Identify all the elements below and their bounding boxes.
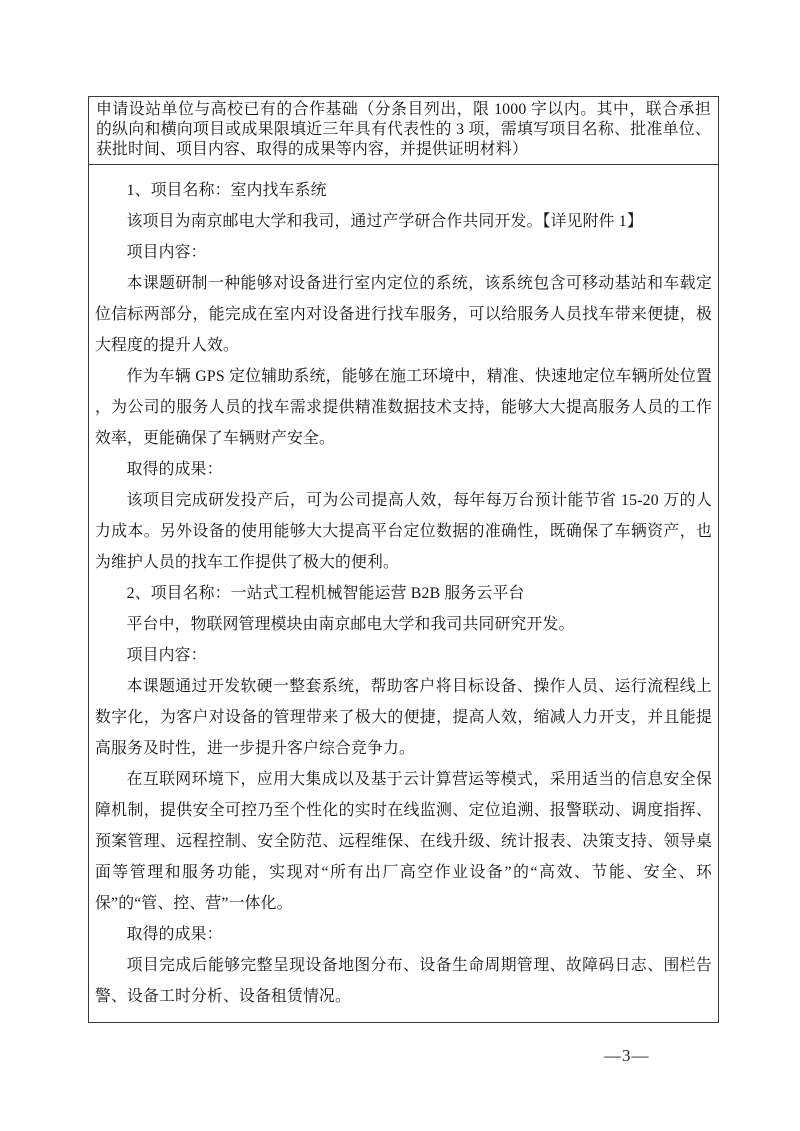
- project-1-results-label: 取得的成果：: [126, 461, 223, 478]
- project-2-results-label: 取得的成果：: [126, 926, 223, 943]
- project-2-partner: 平台中，物联网管理模块由南京邮电大学和我司共同研究开发。: [126, 616, 575, 633]
- project-1-name: 1、项目名称：室内找车系统: [126, 182, 327, 199]
- project-1-partner: 该项目为南京邮电大学和我司，通过产学研合作共同开发。【详见附件 1】: [126, 213, 643, 230]
- project-1-content-1: 本课题研制一种能够对设备进行室内定位的系统，该系统包含可移动基站和车载定位信标两部分，能完成在室内对设备进行找车服务，可以给服务人员找车带来便捷，极大程度的提升人效。: [95, 275, 712, 354]
- table-body-cell: [89, 165, 718, 1022]
- project-1-results: 该项目完成研发投产后，可为公司提高人效，每年每万台预计能节省 15-20 万的人力成本。另外设备的使用能够大大提高平台定位数据的准确性，既确保了车辆资产，也为维护人员的找车工作提供了极大的便利。: [95, 492, 712, 571]
- project-1-content-label: 项目内容：: [126, 244, 207, 261]
- project-2-name: 2、项目名称：一站式工程机械智能运营 B2B 服务云平台: [126, 585, 525, 602]
- table-header-cell: 申请设站单位与高校已有的合作基础（分条目列出，限 1000 字以内。其中，联合承担的纵向和横向项目或成果限填近三年具有代表性的 3 项，需填写项目名称、批准单位、获批时间、项目内容、取得的成果等内容，并提供证明材料）: [89, 97, 718, 165]
- project-2-content-2: 在互联网环境下，应用大集成以及基于云计算营运等模式，采用适当的信息安全保障机制，提供安全可控乃至个性化的实时在线监测、定位追溯、报警联动、调度指挥、预案管理、远程控制、安全防范、远程维保、在线升级、统计报表、决策支持、领导桌面等管理和服务功能，实现对“所有出厂高空作业设备”的“高效、节能、安全、环保”的“管、控、营”一体化。: [95, 771, 712, 912]
- project-2-content-label: 项目内容：: [126, 647, 207, 664]
- cooperation-basis-table: [88, 96, 719, 1023]
- project-2-results: 项目完成后能够完整呈现设备地图分布、设备生命周期管理、故障码日志、围栏告警、设备工时分析、设备租赁情况。: [95, 957, 712, 1005]
- page-number: —3—: [604, 1046, 650, 1065]
- project-2-content-1: 本课题通过开发软硬一整套系统，帮助客户将目标设备、操作人员、运行流程线上数字化，为客户对设备的管理带来了极大的便捷，提高人效，缩减人力开支，并且能提高服务及时性，进一步提升客户综合竞争力。: [95, 678, 712, 757]
- project-1-content-2: 作为车辆 GPS 定位辅助系统，能够在施工环境中，精准、快速地定位车辆所处位置 ，为公司的服务人员的找车需求提供精准数据技术支持，能够大大提高服务人员的工作效率，更能确保了车辆财产安全。: [95, 368, 712, 447]
